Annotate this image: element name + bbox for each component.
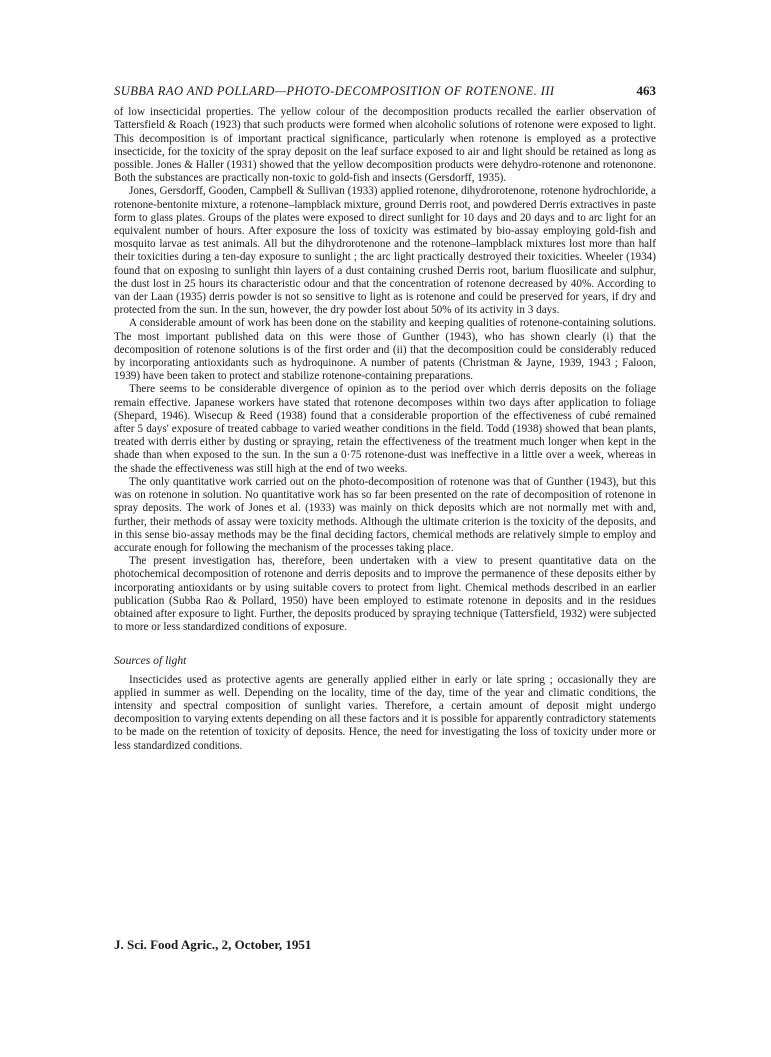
paragraph: The present investigation has, therefore, been undertaken with a view to present quantitative data on the photochemical decomposition of rotenone and derris deposits and to improve the permanence of these deposits either by incorporating antioxidants or by using suitable covers to protect from light. Chemical methods described in an earlier publication (Subba Rao & Pollard, 1950) have been employed to estimate rotenone in deposits and in the residues obtained after exposure to light. Further, the deposits produced by spraying technique (Tattersfield, 1932) were subjected to more or less standardized conditions of exposure. (114, 555, 656, 634)
paragraph: There seems to be considerable divergence of opinion as to the period over which derris deposits on the foliage remain effective. Japanese workers have stated that rotenone decomposes within two days after application to foliage (Shepard, 1946). Wisecup & Reed (1938) found that a considerable proportion of the effectiveness of cubé remained after 5 days' exposure of treated cabbage to varied weather conditions in the field. Todd (1938) showed that bean plants, treated with derris either by dusting or spraying, retain the effectiveness of the treatment much longer when kept in the shade than when exposed to the sun. In the sun a 0·75 rotenone-dust was ineffective in a little over a week, whereas in the shade the effectiveness was still high at the end of two weeks. (114, 383, 656, 475)
journal-footer: J. Sci. Food Agric., 2, October, 1951 (114, 937, 312, 952)
paragraph: Insecticides used as protective agents are generally applied either in early or late spring ; occasionally they are applied in summer as well. Depending on the locality, time of the day, time of the year and climatic conditions, the intensity and spectral composition of sunlight varies. Therefore, a certain amount of deposit might undergo decomposition to varying extents depending on all these factors and it is possible for apparently contradictory statements to be made on the retention of toxicity of deposits. Hence, the need for investigating the loss of toxicity under more or less standardized conditions. (114, 673, 656, 752)
paragraph: The only quantitative work carried out on the photo-decomposition of rotenone was that of Gunther (1943), but this was on rotenone in solution. No quantitative work has so far been presented on the rate of decomposition of rotenone in spray deposits. The work of Jones et al. (1933) was mainly on thick deposits which are not normally met with and, further, their methods of assay were toxicity methods. Although the ultimate criterion is the toxicity of the deposits, and in this sense bio-assay methods may be the final deciding factors, chemical methods are relatively simple to employ and accurate enough for following the mechanism of the processes taking place. (114, 475, 656, 554)
running-title: SUBBA RAO AND POLLARD—PHOTO-DECOMPOSITION OF ROTENONE. III (114, 84, 555, 98)
paragraph: Jones, Gersdorff, Gooden, Campbell & Sullivan (1933) applied rotenone, dihydrorotenone, rotenone hydrochloride, a rotenone-bentonite mixture, a rotenone–lampblack mixture, ground Derris root, and powdered Derris extractives in paste form to glass plates. Groups of the plates were exposed to direct sunlight for 10 days and 20 days and to arc light for an equivalent number of hours. After exposure the loss of toxicity was estimated by bio-assay employing gold-fish and mosquito larvae as test animals. All but the dihydrorotenone and the rotenone–lampblack mixtures lost more than half their toxicities during a ten-day exposure to sunlight ; the arc light practically destroyed their toxicities. Wheeler (1934) found that on exposing to sunlight thin layers of a dust containing crushed Derris root, barium fluosilicate and sulphur, the dust lost in 25 hours its characteristic odour and that the concentration of rotenone decreased by 40%. According to van der Laan (1935) derris powder is not so sensitive to light as is rotenone and could be preserved for years, if dry and protected from the sun. In the sun, however, the dry powder lost about 50% of its activity in 3 days. (114, 185, 656, 317)
page-number: 463 (636, 83, 656, 98)
section-heading: Sources of light (114, 654, 187, 668)
paragraph: A considerable amount of work has been done on the stability and keeping qualities of rotenone-containing solutions. The most important published data on this were those of Gunther (1943), who has shown clearly (i) that the decomposition of rotenone solutions is of the first order and (ii) that the decomposition could be considerably reduced by incorporating antioxidants such as hydroquinone. A number of patents (Christman & Jayne, 1939, 1943 ; Faloon, 1939) have been taken to protect and stabilize rotenone-containing preparations. (114, 317, 656, 383)
running-head (114, 84, 656, 98)
page-body (114, 84, 656, 753)
paragraph: of low insecticidal properties. The yellow colour of the decomposition products recalled the earlier observation of Tattersfield & Roach (1923) that such products were formed when alcoholic solutions of rotenone were exposed to light. This decomposition is of important practical significance, particularly when rotenone is employed as a protective insecticide, for the toxicity of the spray deposit on the leaf surface exposed to air and light should be retained as long as possible. Jones & Haller (1931) showed that the yellow decomposition products were dehydro-rotenone and rotenonone. Both the substances are practically non-toxic to gold-fish and insects (Gersdorff, 1935). (114, 106, 656, 185)
